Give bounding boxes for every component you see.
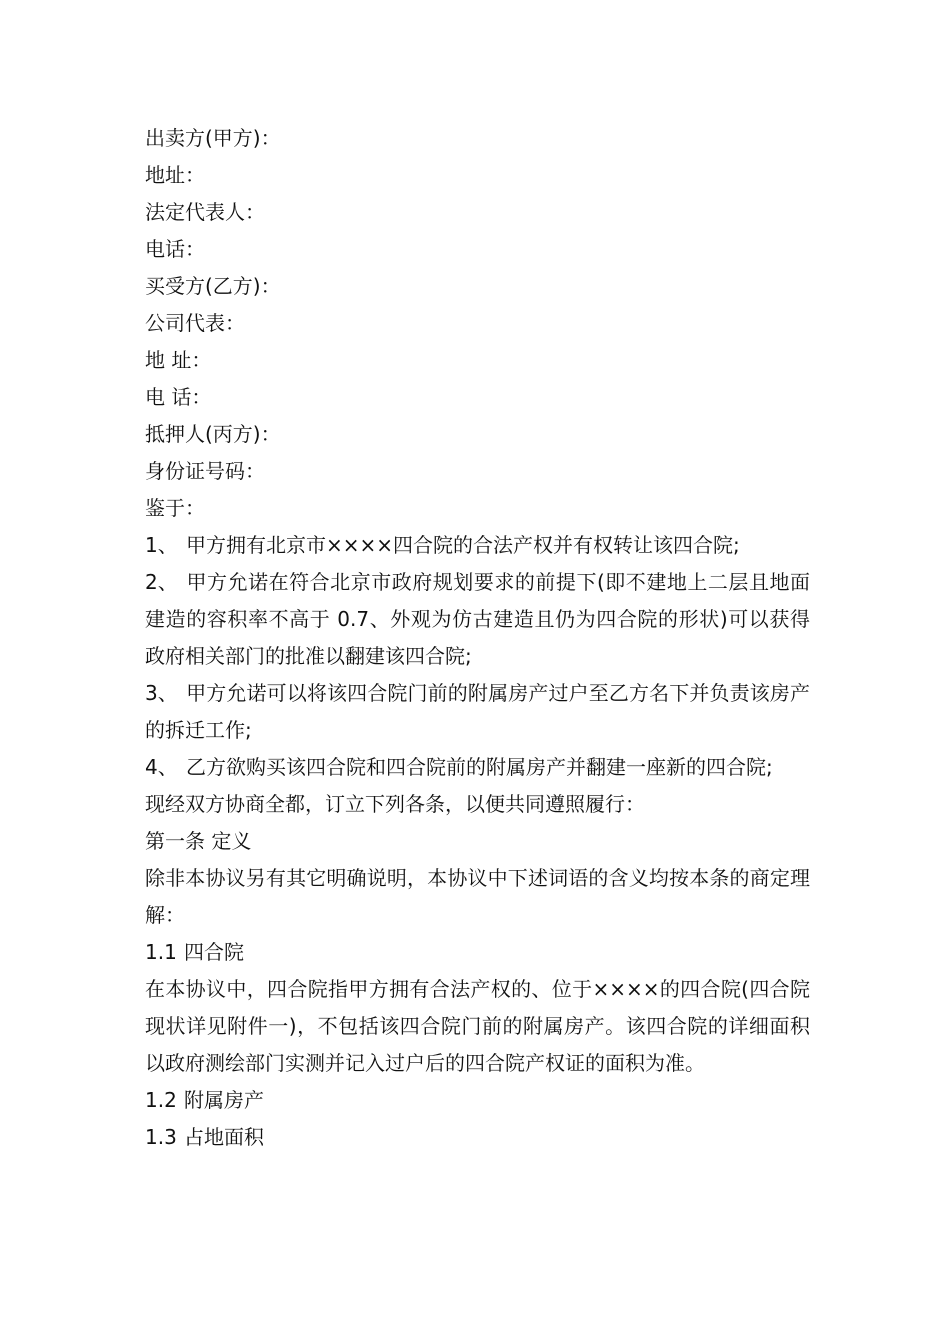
whereas-item	[145, 527, 810, 564]
section-heading	[145, 934, 810, 971]
whereas-list	[145, 527, 810, 786]
party-field-label: 公司代表：	[145, 311, 245, 335]
party-field-label: 法定代表人：	[145, 200, 265, 224]
section-heading	[145, 1119, 810, 1156]
section-title: 四合院	[184, 940, 244, 964]
party-field-label: 出卖方(甲方)：	[145, 126, 281, 150]
section-body: 在本协议中，四合院指甲方拥有合法产权的、位于××××的四合院(四合院现状详见附件一)，不包括该四合院门前的附属房产。该四合院的详细面积以政府测绘部门实测并记入过户后的四合院产权证的面积为准。	[145, 977, 810, 1075]
whereas-title: 鉴于：	[145, 496, 205, 520]
definition-sections	[145, 934, 810, 1156]
party-field-label: 买受方(乙方)：	[145, 274, 281, 298]
party-field-label: 电 话：	[145, 385, 212, 409]
section-heading	[145, 1082, 810, 1119]
whereas-item-number: 4、	[145, 755, 178, 779]
party-field-label: 抵押人(丙方)：	[145, 422, 281, 446]
section-number: 1.1	[145, 940, 177, 964]
party-field-label: 地 址：	[145, 348, 212, 372]
agreement-statement: 现经双方协商全都，订立下列各条，以便共同遵照履行：	[145, 792, 645, 816]
section-number: 1.2	[145, 1088, 177, 1112]
section-title: 占地面积	[184, 1125, 264, 1149]
whereas-item-text: 乙方欲购买该四合院和四合院前的附属房产并翻建一座新的四合院;	[186, 755, 773, 779]
whereas-item-number: 1、	[145, 533, 178, 557]
whereas-item	[145, 564, 810, 675]
article-1-title: 第一条 定义	[145, 829, 252, 853]
section-title: 附属房产	[184, 1088, 264, 1112]
whereas-item	[145, 675, 810, 749]
party-field-label: 身份证号码：	[145, 459, 265, 483]
article-1-intro: 除非本协议另有其它明确说明，本协议中下述词语的含义均按本条的商定理解：	[145, 866, 810, 927]
whereas-item-text: 甲方允诺在符合北京市政府规划要求的前提下(即不建地上二层且地面建造的容积率不高于 0.7、外观为仿古建造且仍为四合院的形状)可以获得政府相关部门的批准以翻建该四合院;	[145, 570, 810, 668]
whereas-item	[145, 749, 810, 786]
party-field-label: 电话：	[145, 237, 205, 261]
whereas-item-number: 3、	[145, 681, 178, 705]
whereas-item-text: 甲方允诺可以将该四合院门前的附属房产过户至乙方名下并负责该房产的拆迁工作;	[145, 681, 810, 742]
whereas-item-text: 甲方拥有北京市××××四合院的合法产权并有权转让该四合院;	[186, 533, 740, 557]
party-field-label: 地址：	[145, 163, 205, 187]
whereas-item-number: 2、	[145, 570, 178, 594]
contract-document	[145, 120, 810, 1156]
party-info-block	[145, 120, 810, 490]
section-number: 1.3	[145, 1125, 177, 1149]
